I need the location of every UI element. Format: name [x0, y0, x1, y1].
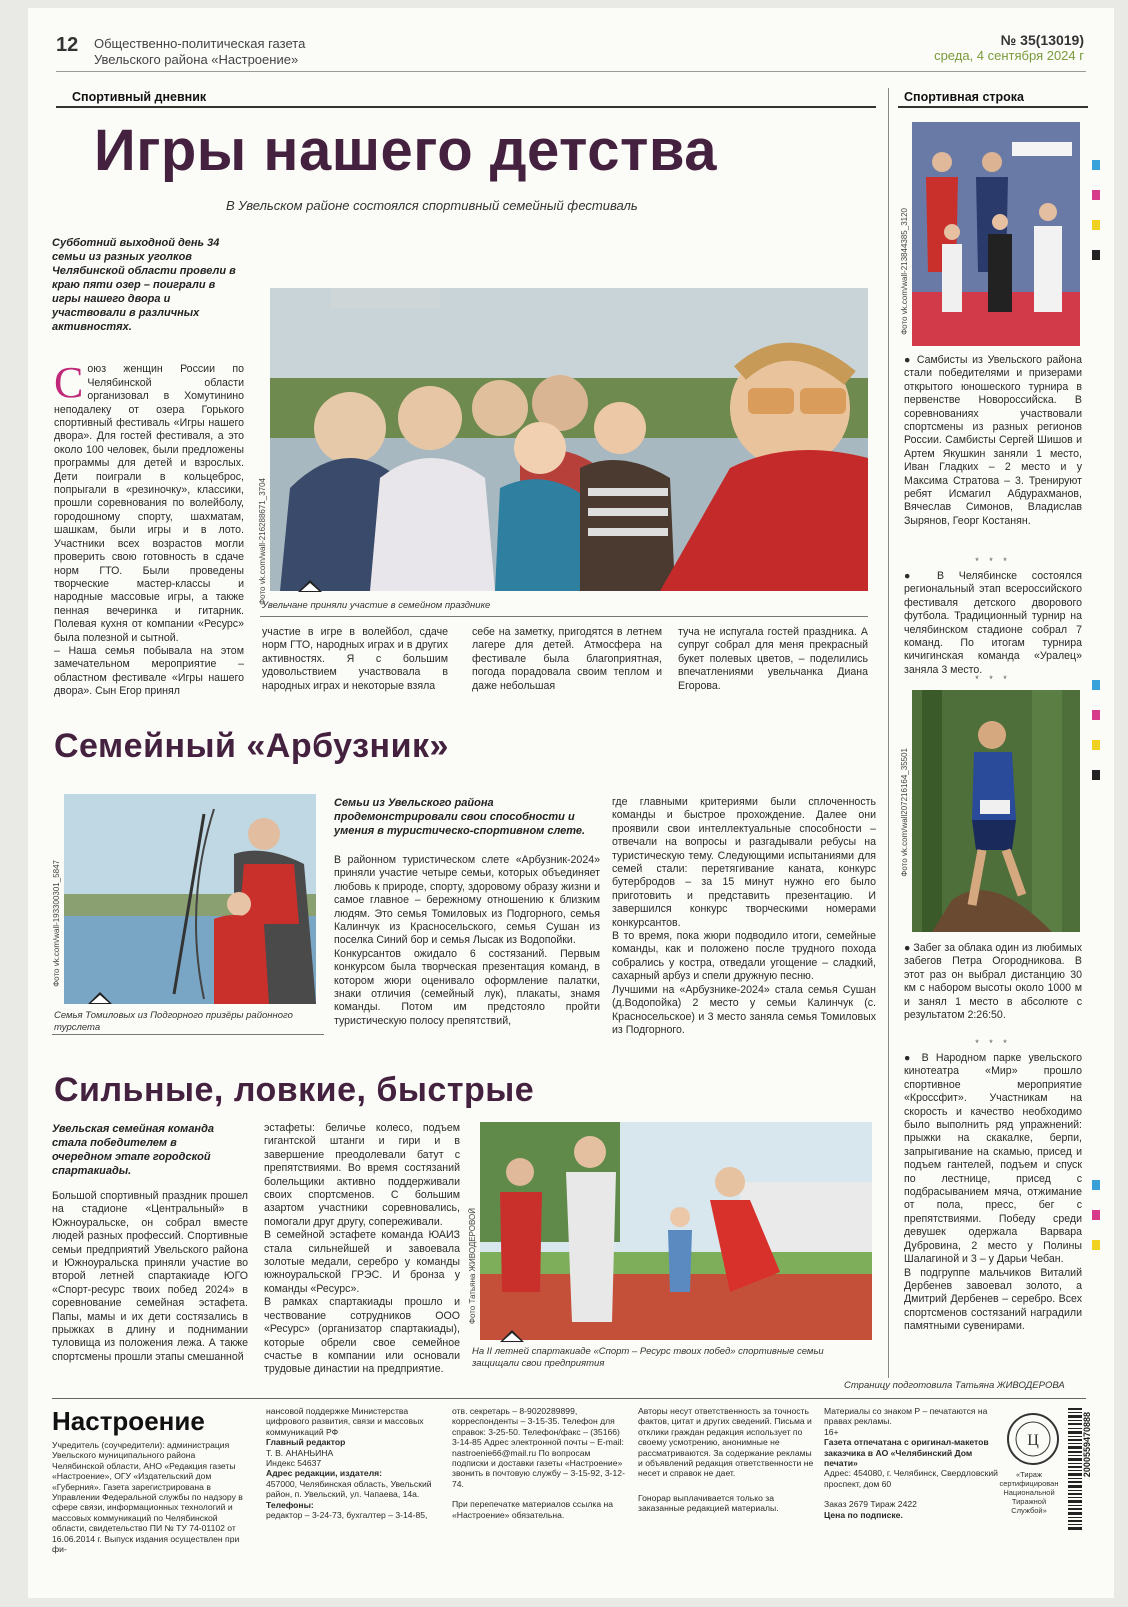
article2-col1: В районном туристическом слете «Арбузник-2024» приняли участие четыре семьи, которых объединяет любовь к природе, спорту, здоровому образу жизни и самое главное – бережному отношению к близким людям. Это семья Томиловых из Подгорного, семья Калинчук из Красносельского, семья Сушан из поселка Синий бор и семья Лысак из Водопойки. Конкурсантов ожидало 6 состязаний. Первым конкурсом была творческая презентация команд, в котором жюри оценивало оформление палатки, знаки отличия (семейный лук), плакаты, знамя команды. Потом им предстояло пройти туристическую полосу препятствий, [334, 854, 600, 1027]
print-address: Адрес: 454080, г. Челябинск, Свердловский проспект, дом 60 [824, 1468, 998, 1489]
article1-photo [270, 288, 868, 591]
article1-subtitle: В Увельском районе состоялся спортивный семейный фестиваль [226, 198, 638, 213]
order-info: Заказ 2679 Тираж 2422 [824, 1499, 917, 1510]
article1-photo-caption: Увельчане приняли участие в семейном празднике [262, 600, 491, 611]
article2-title: Семейный «Арбузник» [54, 727, 449, 765]
editor-name: Т. В. АНАНЬИНА [266, 1447, 334, 1458]
paper-name-line1: Общественно-политическая газета [94, 36, 306, 51]
issue-number: № 35(13019) [1000, 32, 1084, 48]
address: 457000, Челябинская область, Увельский район, п. Увельский, ул. Чапаева, 14а. [266, 1478, 432, 1500]
sidebar-item-2: ● В Челябинске состоялся региональный этап всероссийского фестиваля детского дворового футбола. Традиционный турнир на челябинском стадионе собрал 7 команд. По итогам турнира кичигинская команда «Уралец» заняла 3 место. [904, 570, 1082, 676]
article3-lead: Увельская семейная команда стала победителем в очередном этапе городской спартакиады. [52, 1123, 214, 1177]
sidebar-photo-2 [912, 690, 1080, 932]
color-calibration-strip [1092, 220, 1100, 230]
section-rule-left [56, 106, 876, 108]
phones: редактор – 3-24-73, бухгалтер – 3-14-85, [266, 1510, 428, 1521]
article2-lead: Семьи из Увельского района продемонстрировали свои способности и умения в туристическо-спортивном слете. [334, 797, 586, 837]
sidebar-photo2-credit: Фото vk.com/wall207216164_35501 [900, 748, 909, 877]
caption-rule-2 [52, 1034, 324, 1035]
price-info: Цена по подписке. [824, 1509, 903, 1520]
reprint-note: При перепечатке материалов ссылка на «Настроение» обязательна. [452, 1499, 614, 1520]
article1-lead: Субботний выходной день 34 семьи из разных уголков Челябинской области провели в краю пяти озер – поиграли в игры нашего двора и участвовали в различных активностях. [52, 237, 236, 333]
article3-col1: Большой спортивный праздник прошел на стадионе «Центральный» в Южноуральске, он собрал вместе людей разных профессий. Спортивные семьи предприятий Увельского района и Южноуральска приняли участие во второй летней спартакиаде ЮГО «Спорт-ресурс твоих побед 2024» в соревнование семейная эстафета. Папы, мамы и их дети состязались в прыжках в длину и поднимании туловища из положения лежа. А также спортсмены прошли этапы смешанной [52, 1190, 248, 1363]
footer-col2-intro: нансовой поддержке Министерства цифрового развития, связи и массовых коммуникаций РФ [266, 1406, 424, 1437]
sidebar-item-4: ● В Народном парке увельского кинотеатра «Мир» прошло спортивное мероприятие «Кроссфит». Участникам на скорость и качество необходимо было выполнить ряд упражнений: прыжки на скакалке, берпи, запрыгивание на скамью, присед и подъем гантелей, подъем и спуск по лестнице, присед с подбрасыванием мяча, отжимание от пола, пресс, бег с препятствиями. Победу среди девушек одержала Варвара Дубровина, 2 место у Полины Шалагиной и 3 – у Дарьи Чебан. В подгруппе мальчиков Виталий Дербенев завоевал золото, а Дмитрий Дербенев – серебро. Всех спортсменов состязаний наградили памятными сувенирами. [904, 1052, 1082, 1333]
editor-label: Главный редактор [266, 1437, 346, 1448]
article3-title: Сильные, ловкие, быстрые [54, 1071, 535, 1109]
sidebar-stars-2: * * * [975, 674, 1011, 684]
sidebar-stars-1: * * * [975, 556, 1011, 566]
article1-title: Игры нашего детства [94, 118, 718, 183]
sidebar-photo-1 [912, 122, 1080, 346]
article3-photo-caption: На II летней спартакиаде «Спорт – Ресурс твоих побед» спортивные семьи защищали свои предприятия [472, 1346, 824, 1369]
contacts: отв. секретарь – 8-9020289899, корреспонденты – 3-15-35. Телефон для справок: 3-25-50. Телефон/факс – (35166) 3-14-85 Адрес электронной почты – E-mail: nastroenie66@mail.ru По вопросам подписки и доставки газеты «Настроение» звонить в почтовую службу – 3-15-92, 3-12-74. [452, 1406, 625, 1489]
footer-col4 [638, 1406, 814, 1514]
footer-masthead: Настроение [52, 1406, 205, 1436]
footer-col5 [824, 1406, 1000, 1520]
color-calibration-strip [1092, 1240, 1100, 1250]
footer-col3 [452, 1406, 628, 1520]
index: Индекс 54637 [266, 1458, 322, 1469]
dropcap: С [54, 358, 84, 408]
address-label: Адрес редакции, издателя: [266, 1468, 383, 1479]
article3-photo [480, 1122, 872, 1340]
article3-photo-credit: Фото Татьяна ЖИВОДЕРОВОЙ [468, 1208, 477, 1325]
header-rule [56, 71, 1086, 72]
color-calibration-strip [1092, 710, 1100, 720]
article3-col2: эстафеты: беличье колесо, подъем гигантской штанги и гири и в завершение преодолевали батут с препятствиями. Во время состязаний болельщики активно поддерживали своих спортсменов. С большим азартом участники соревновались, помогали друг другу, сопереживали. В семейной эстафете команда ЮАИЗ стала сильнейшей и завоевала золотые медали, серебро у команды южноуральской ГРЭС. И бронза у команды «Ресурс». В рамках спартакиады прошло и чествование сотрудников ООО «Ресурс» (организатор спартакиады), которые обрели свое семейное счастье в компании или основали трудовые династии на предприятие. [264, 1122, 460, 1376]
article2-photo-caption: Семья Томиловых из Подгорного призёры районного турслета [54, 1010, 293, 1033]
color-calibration-strip [1092, 680, 1100, 690]
caption-rule-1 [260, 616, 868, 617]
responsibility: Авторы несут ответственность за точность фактов, цитат и других сведений. Письма и отклики граждан редакция использует по своему усмотрению, анонимные не рассматриваются. За содержание рекламы и объявлений редакция ответственности не несет и справок не дает. [638, 1406, 814, 1479]
section-label-left: Спортивный дневник [72, 90, 207, 104]
seal-text: «Тираж сертифицирован Национальной Тиражной Службой» [999, 1470, 1059, 1515]
triangle-marker-icon [88, 992, 112, 1004]
svg-text:Ц: Ц [1027, 1432, 1039, 1449]
color-calibration-strip [1092, 250, 1100, 260]
paper-name-line2: Увельского района «Настроение» [94, 52, 299, 67]
footer-col2 [266, 1406, 442, 1520]
footer-rule [52, 1398, 1086, 1399]
fee-note: Гонорар выплачивается только за заказанные редакцией материалы. [638, 1492, 779, 1514]
article1-photo-credit: Фото vk.com/wall-216288671_3704 [258, 478, 267, 605]
column-divider [888, 88, 889, 1378]
page-number: 12 [56, 34, 79, 56]
section-rule-right [898, 106, 1088, 108]
article2-photo [64, 794, 316, 1004]
article2-col2: где главными критериями были сплоченность команды и быстрое прохождение. Далее они проявили свои интеллектуальные способности – отвечали на вопросы и разгадывали ребусы на туристическую тему. Следующими испытаниями для семей стали: перетягивание каната, конкурс бутербродов – за 15 минут нужно его было приготовить и представить презентацию. И завершился конкурс творческими номерами конкурсантов. В то время, пока жюри подводило итоги, семейные команды, как и положено после трудного похода собрались у костра, отведали угощение – сладкий, сахарный арбуз и спели дружную песню. Лучшими на «Арбузнике-2024» стала семья Сушан (д.Водопойка) 2 место у семьи Калинчук (с. Красносельское) и 3 место заняла семья Томиловых из Подгорного. [612, 796, 876, 1036]
age-rating: 16+ [824, 1426, 839, 1437]
color-calibration-strip [1092, 160, 1100, 170]
sidebar-stars-3: * * * [975, 1038, 1011, 1048]
ad-note: Материалы со знаком Р – печатаются на правах рекламы. [824, 1406, 988, 1427]
sidebar-photo1-credit: Фото vk.com/wall-213844385_3120 [900, 208, 909, 335]
phones-label: Телефоны: [266, 1499, 314, 1510]
triangle-marker-icon [298, 580, 322, 592]
color-calibration-strip [1092, 770, 1100, 780]
article1-col3: себе на заметку, пригодятся в летнем лагере для детей. Атмосфера на фестивале была благоприятная, погода порадовала своим теплом и даже небольшая [472, 626, 662, 692]
print-label: Газета отпечатана с оригинал-макетов заказчика в АО «Челябинский Дом печати» [824, 1437, 989, 1469]
article1-col2: участие в игре в волейбол, сдаче норм ГТО, народных играх и в других активностях. Я с большим удовольствием участвовала в народных играх и некоторые взяла [262, 626, 448, 692]
color-calibration-strip [1092, 1210, 1100, 1220]
footer-col1: Учредитель (соучредители): администрация Увельского муниципального района Челябинской области, АНО «Редакция газеты «Настроение», ОГУ «Издательский дом «Губерния». Газета зарегистрирована в Управлении Федеральной службы по надзору в сфере связи, информационных технологий и массовых коммуникаций по Челябинской области, свидетельство ПИ № ТУ 74-01102 от 16.06.2014 г. Выпуск издания осуществлен при фи- [52, 1440, 243, 1555]
sidebar-item-1: ● Самбисты из Увельского района стали победителями и призерами открытого юношеского турнира в первенстве Новороссийска. В соревнованиях участвовали спортсмены из разных регионов России. Самбисты Сергей Шишов и Артем Якушкин заняли 1 место, Иван Гладких – 2 место и у Максима Стратова – 3. Тренируют ребят Исмагил Абдурахманов, Вячеслав Симонов, Владислав Зырянов, Георг Костанян. [904, 354, 1082, 527]
color-calibration-strip [1092, 1180, 1100, 1190]
article1-col1: Союз женщин России по Челябинской области организовал в Хомутинино неподалеку от озера Горького спортивный фестиваль «Игры нашего двора». Для гостей фестиваля, а это около 100 человек, были предложены программы для детей и взрослых. Дети поиграли в кольцеброс, попрыгали в «резиночку», классики, прошли соревнования по волейболу, городошному спорту, шахматам, шашкам, были игры и в лото. Участники всех возрастов могли проверить свою готовность в сдаче норм ГТО. Были проведены творческие мастер-классы и народные массовые игры, а также пенная вечеринка и гитарник. Полевая кухня от компании «Ресурс» была полезной и сытной. – Наша семья побывала на этом замечательном мероприятие – областном фестивале «Игры нашего двора». Сын Егор принял [54, 358, 244, 698]
article2-photo-credit: Фото vk.com/wall-193300301_5847 [52, 860, 61, 987]
article1-col4: туча не испугала гостей праздника. А супруг собрал для меня прекрасный букет полевых цветов, – поделились впечатлениями увельчанка Диана Егорова. [678, 626, 868, 692]
triangle-marker-icon [500, 1330, 524, 1342]
section-label-right: Спортивная строка [904, 90, 1024, 104]
color-calibration-strip [1092, 740, 1100, 750]
newspaper-page [28, 8, 1114, 1598]
certification-seal-icon [1006, 1412, 1060, 1466]
color-calibration-strip [1092, 190, 1100, 200]
sidebar-item-3: ● Забег за облака один из любимых забегов Петра Огородникова. В этот раз он выбрал дистанцию 30 км с набором высоты около 1000 м и занял 1 место в абсолюте с результатом 2:26:50. [904, 942, 1082, 1022]
article3-signature: Страницу подготовила Татьяна ЖИВОДЕРОВА [844, 1380, 1065, 1391]
barcode-number: 2000559470888 [1082, 1412, 1092, 1478]
issue-date: среда, 4 сентября 2024 г [934, 48, 1084, 63]
